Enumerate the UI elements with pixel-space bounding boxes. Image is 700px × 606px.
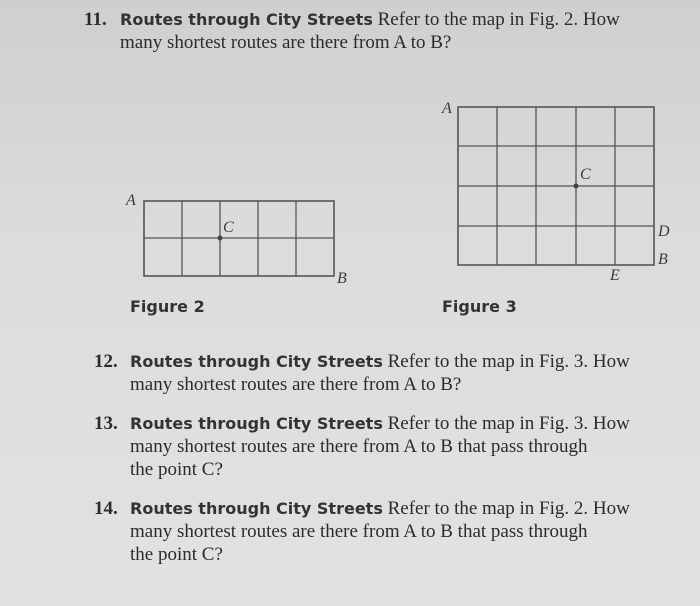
problem-number: 11. <box>84 9 107 30</box>
problem-text-line: Refer to the map in Fig. 3. How <box>382 413 630 434</box>
figure-3-grid-map <box>438 92 688 292</box>
problem-heading: Routes through City Streets <box>120 10 373 29</box>
problem-text-line: Refer to the map in Fig. 3. How <box>382 351 630 372</box>
figure-2-grid-map <box>118 186 354 286</box>
problem-text-line: many shortest routes are there from A to B that pass through <box>130 436 588 457</box>
problem-number: 14. <box>94 498 118 519</box>
figure-2-caption: Figure 2 <box>130 297 205 316</box>
point-c-marker <box>218 236 223 241</box>
figure-3-caption: Figure 3 <box>442 297 517 316</box>
problem-11 <box>80 8 690 58</box>
problem-number: 13. <box>94 413 118 434</box>
problem-number: 12. <box>94 351 118 372</box>
problem-text-line: many shortest routes are there from A to B that pass through <box>130 521 588 542</box>
problem-12 <box>90 350 690 400</box>
problem-text-line: many shortest routes are there from A to B? <box>130 374 462 395</box>
problem-13 <box>90 412 690 484</box>
point-b-label: B <box>337 270 347 286</box>
problem-text-line: Refer to the map in Fig. 2. How <box>382 498 630 519</box>
point-d-label: D <box>658 223 670 240</box>
problem-14 <box>90 497 690 569</box>
point-b-label: B <box>658 251 668 268</box>
point-c-marker <box>574 184 579 189</box>
point-c-label: C <box>580 166 591 183</box>
point-a-label: A <box>442 100 452 117</box>
point-e-label: E <box>610 267 620 284</box>
point-c-label: C <box>223 219 234 236</box>
point-a-label: A <box>126 192 136 209</box>
street-grid <box>458 107 654 265</box>
problem-heading: Routes through City Streets <box>130 352 383 371</box>
problem-heading: Routes through City Streets <box>130 499 383 518</box>
problem-text-line: the point C? <box>130 459 223 480</box>
problem-text-line: many shortest routes are there from A to B? <box>120 32 452 53</box>
street-grid <box>144 201 334 276</box>
problem-text-line: Refer to the map in Fig. 2. How <box>372 9 620 30</box>
problem-heading: Routes through City Streets <box>130 414 383 433</box>
problem-text-line: the point C? <box>130 544 223 565</box>
